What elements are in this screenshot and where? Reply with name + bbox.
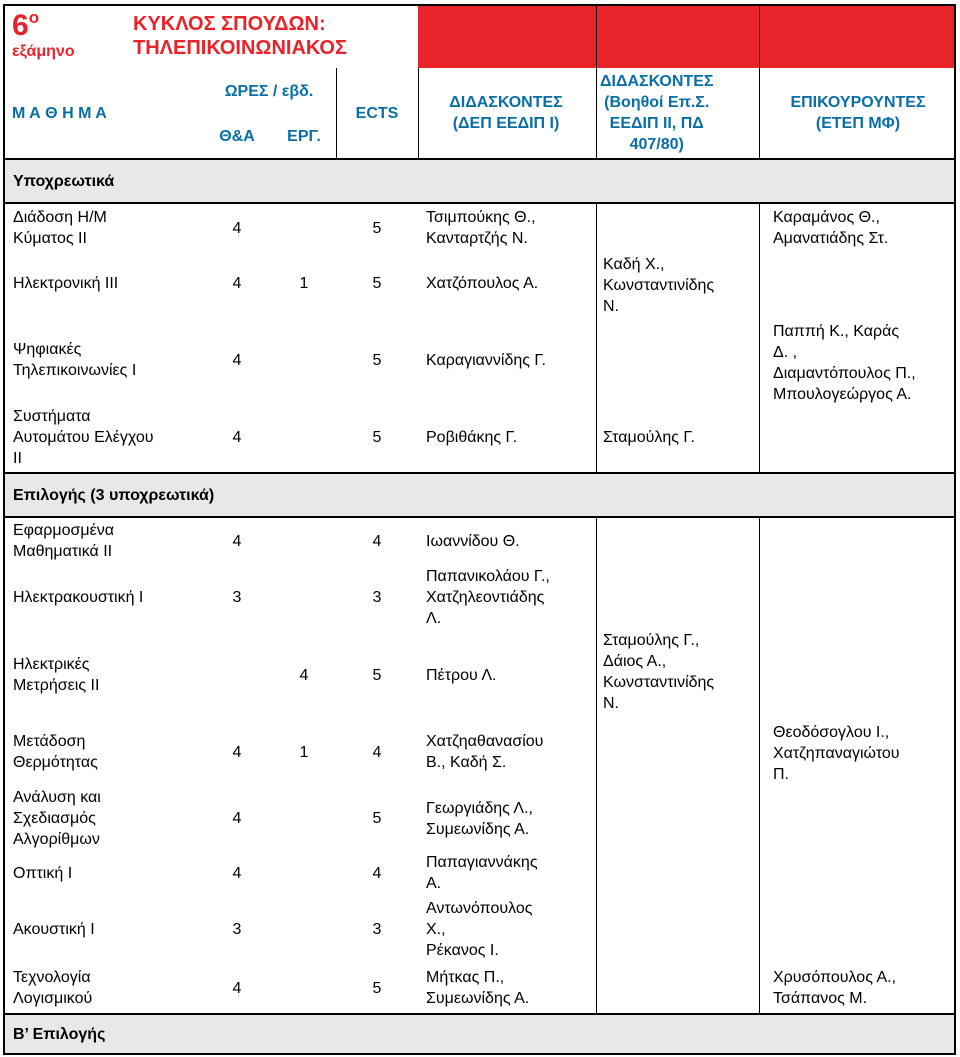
dep-instructors: Παπαγιαννάκης Α.: [426, 854, 538, 892]
cycle-line-1: ΚΥΚΛΟΣ ΣΠΟΥΔΩΝ:: [133, 13, 326, 35]
lab-hours: [272, 895, 336, 963]
theory-hours: 4: [232, 532, 242, 550]
lab-hours: 4: [299, 666, 309, 684]
ects-value: 5: [372, 809, 382, 827]
support-first: Καραμάνος Θ., Αμανατιάδης Στ.: [773, 209, 889, 247]
course-name: Ηλεκτρικές Μετρήσεις ΙΙ: [13, 656, 100, 694]
support-thermo: Θεοδόσογλου Ι., Χατζηπαναγιώτου Π.: [773, 723, 900, 783]
course-name: Ακουστική Ι: [13, 920, 95, 938]
ects-value: 4: [372, 864, 382, 882]
ects-value: 3: [372, 588, 382, 606]
assist-instructors-elective: Σταμούλης Γ., Δάιος Α., Κωνσταντινίδης Ν.: [603, 632, 715, 712]
lab-hours: [272, 204, 336, 252]
course-name: Ηλεκτρακουστική Ι: [13, 588, 144, 606]
theory-hours: 3: [232, 920, 242, 938]
header-lab: ΕΡΓ.: [287, 127, 321, 145]
course-name: Μετάδοση Θερμότητας: [13, 733, 98, 771]
support-software: Χρυσόπουλος Α., Τσάπανος Μ.: [773, 969, 897, 1007]
header-ects: ECTS: [355, 104, 399, 122]
dep-instructors: Χατζηαθανασίου Β., Καδή Σ.: [426, 733, 544, 771]
lab-hours: [272, 335, 336, 385]
ects-value: 3: [372, 920, 382, 938]
course-name: Οπτική Ι: [13, 864, 73, 882]
theory-hours: 4: [232, 979, 242, 997]
course-name: Ηλεκτρονική ΙΙΙ: [13, 274, 119, 292]
assist-instructors-group: Καδή Χ., Κωνσταντινίδης Ν.: [603, 255, 715, 315]
header-hours: ΩΡΕΣ / εβδ.: [224, 82, 314, 100]
cycle-line-2: ΤΗΛΕΠΙΚΟΙΝΩΝΙΑΚΟΣ: [133, 37, 347, 59]
support-group: Παππή Κ., Καράς Δ. , Διαμαντόπουλος Π., Μπουλογεώργος Α.: [773, 323, 916, 403]
dep-instructors: Αντωνόπουλος Χ., Ρέκανος Ι.: [426, 899, 533, 959]
course-name: Συστήματα Αυτομάτου Ελέγχου ΙΙ: [13, 407, 154, 467]
course-name: Ψηφιακές Τηλεπικοινωνίες Ι: [13, 341, 137, 379]
course-name: Εφαρμοσμένα Μαθηματικά ΙΙ: [13, 522, 114, 560]
theory-hours: 3: [232, 588, 242, 606]
dep-instructors: Καραγιαννίδης Γ.: [426, 351, 546, 369]
course-name: Διάδοση Η/Μ Κύματος ΙΙ: [13, 209, 107, 247]
semester-label: [12, 6, 122, 66]
assist-instructors-last: Σταμούλης Γ.: [603, 428, 695, 446]
dep-instructors: Παπανικολάου Γ., Χατζηλεοντιάδης Λ.: [426, 567, 550, 627]
ects-value: 5: [372, 428, 382, 446]
semester-sup: ο: [28, 7, 40, 27]
header-red-band: [418, 4, 955, 68]
cycle-title: [133, 6, 413, 66]
ects-value: 4: [372, 532, 382, 550]
lab-hours: 1: [299, 743, 309, 761]
section-b-elective: Β’ Επιλογής: [4, 1015, 954, 1053]
lab-hours: [272, 402, 336, 472]
lab-hours: [272, 564, 336, 630]
dep-instructors: Χατζόπουλος Α.: [426, 274, 539, 292]
theory-hours: [202, 650, 272, 700]
ects-value: 5: [372, 351, 382, 369]
ects-value: 5: [372, 666, 382, 684]
theory-hours: 4: [232, 743, 242, 761]
dep-instructors: Ροβιθάκης Γ.: [426, 428, 518, 446]
section-mandatory: Υποχρεωτικά: [4, 160, 954, 202]
dep-instructors: Πέτρου Λ.: [426, 666, 497, 684]
header-supporting: ΕΠΙΚΟΥΡΟΥΝΤΕΣ (ΕΤΕΠ ΜΦ): [790, 94, 926, 132]
lab-hours: 1: [299, 274, 309, 292]
dep-instructors: Μήτκας Π., Συμεωνίδης Α.: [426, 969, 530, 1007]
lab-hours: [272, 963, 336, 1013]
semester-word: εξάμηνο: [12, 42, 75, 60]
header-instructors-assist: ΔΙΔΑΣΚΟΝΤΕΣ (Βοηθοί Επ.Σ. ΕΕΔΙΠ ΙΙ, ΠΔ 407/80): [600, 73, 714, 153]
course-name: Τεχνολογία Λογισμικού: [13, 969, 93, 1007]
lab-hours: [272, 851, 336, 895]
theory-hours: 4: [232, 864, 242, 882]
ects-value: 5: [372, 274, 382, 292]
header-theory: Θ&Α: [219, 127, 255, 145]
section-elective: Επιλογής (3 υποχρεωτικά): [4, 474, 954, 516]
dep-instructors: Γεωργιάδης Λ., Συμεωνίδης Α.: [426, 800, 533, 838]
ects-value: 5: [372, 979, 382, 997]
header-instructors-dep: ΔΙΔΑΣΚΟΝΤΕΣ (ΔΕΠ ΕΕΔΙΠ Ι): [449, 94, 563, 132]
dep-instructors: Ιωαννίδου Θ.: [426, 532, 520, 550]
theory-hours: 4: [232, 428, 242, 446]
theory-hours: 4: [232, 274, 242, 292]
ects-value: 4: [372, 743, 382, 761]
semester-number: 6: [12, 8, 29, 42]
header-course: Μ Α Θ Η Μ Α: [12, 104, 107, 122]
dep-instructors: Τσιμπούκης Θ., Κανταρτζής Ν.: [426, 209, 536, 247]
course-name: Ανάλυση και Σχεδιασμός Αλγορίθμων: [13, 788, 101, 848]
lab-hours: [272, 785, 336, 851]
lab-hours: [272, 518, 336, 564]
theory-hours: 4: [232, 809, 242, 827]
theory-hours: 4: [232, 351, 242, 369]
ects-value: 5: [372, 219, 382, 237]
theory-hours: 4: [232, 219, 242, 237]
